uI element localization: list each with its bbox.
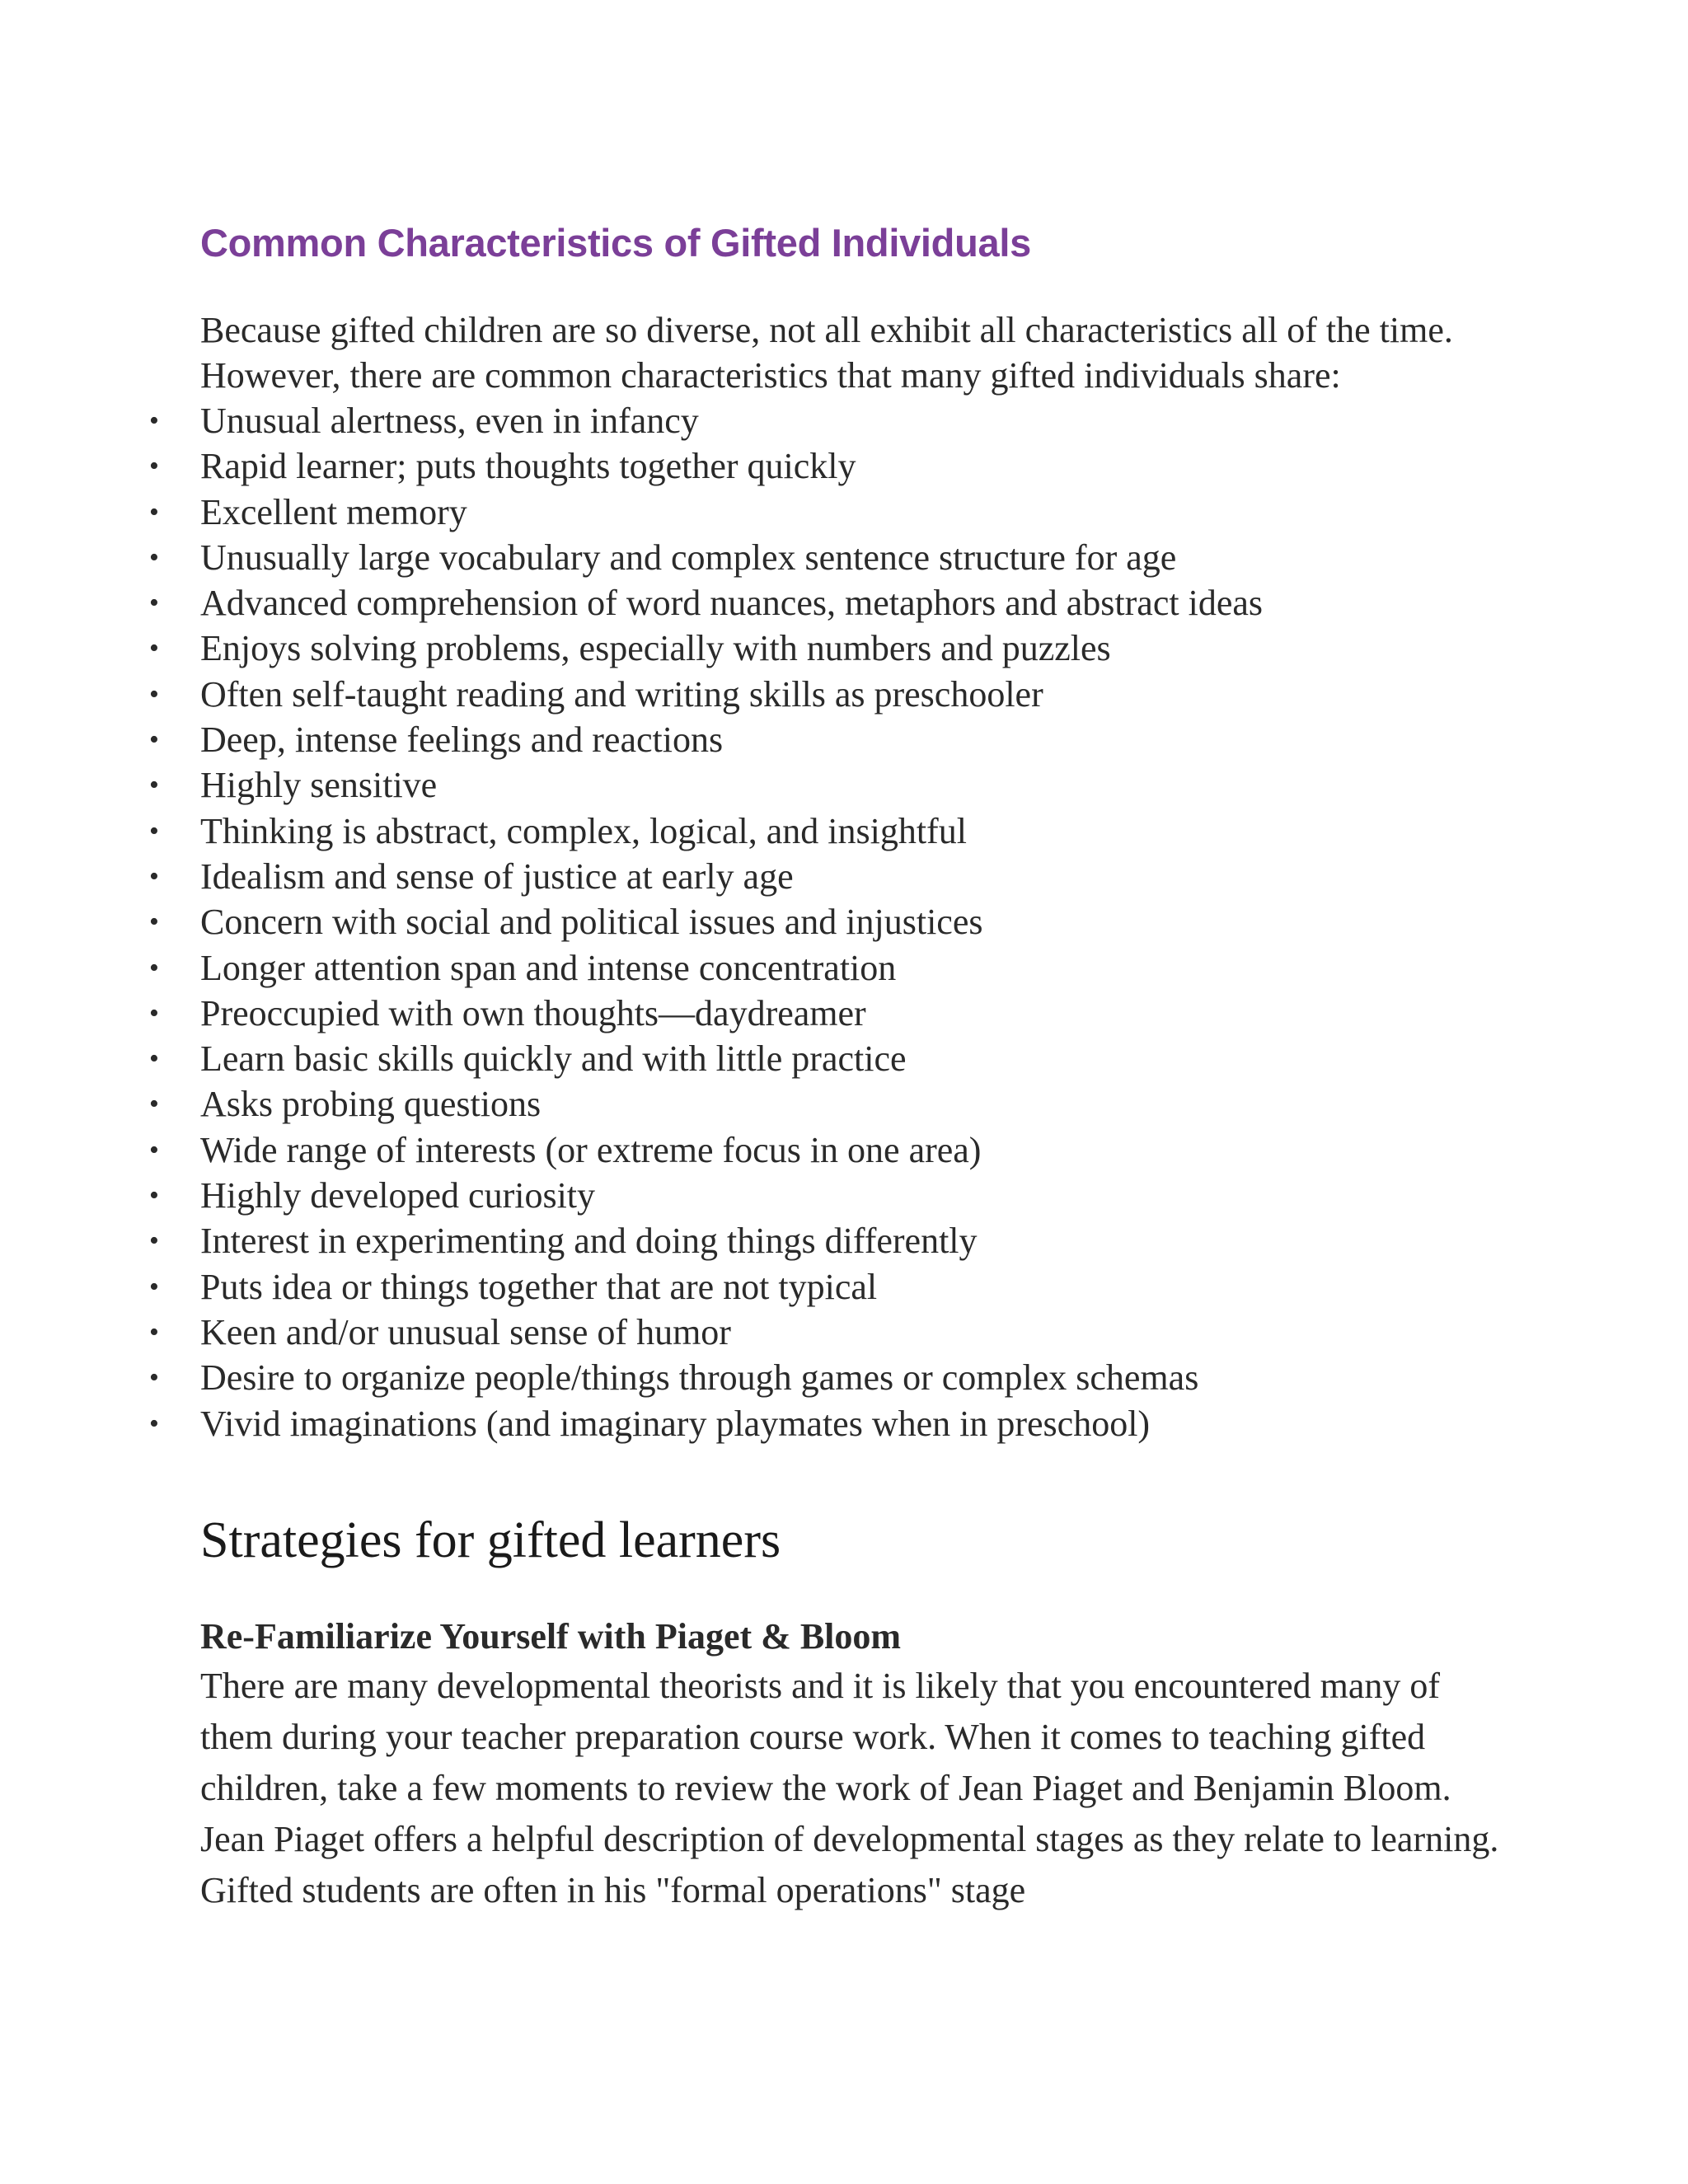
list-item: [149, 490, 1519, 535]
bullet-icon: •: [149, 1089, 159, 1120]
bullet-icon: •: [149, 1362, 159, 1394]
list-item: [149, 1401, 1519, 1446]
list-item-text: Unusual alertness, even in infancy: [200, 401, 699, 441]
list-item: [149, 717, 1519, 762]
bullet-icon: •: [149, 815, 159, 846]
list-item-text: Desire to organize people/things through games or complex schemas: [200, 1357, 1199, 1399]
characteristics-list: [149, 398, 1519, 1446]
bullet-icon: •: [149, 405, 159, 436]
bullet-icon: •: [149, 770, 159, 801]
list-item-text: Asks probing questions: [200, 1084, 542, 1125]
list-item-text: Idealism and sense of justice at early age: [200, 855, 794, 897]
list-item-text: Advanced comprehension of word nuances, metaphors and abstract ideas: [200, 583, 1263, 624]
list-item-text: Rapid learner; puts thoughts together quickly: [200, 446, 856, 487]
bullet-icon: •: [149, 1134, 159, 1165]
bullet-icon: •: [149, 541, 159, 573]
bullet-icon: •: [149, 1226, 159, 1257]
bullet-icon: •: [149, 907, 159, 938]
list-item: [149, 672, 1519, 717]
list-item-text: Keen and/or unusual sense of humor: [200, 1311, 731, 1352]
list-item-text: Preoccupied with own thoughts—daydreamer: [200, 992, 866, 1033]
bullet-icon: •: [149, 724, 159, 756]
bullet-icon: •: [149, 997, 159, 1029]
list-item: [149, 854, 1519, 899]
list-item: [149, 762, 1519, 808]
list-item-text: Highly sensitive: [200, 765, 438, 806]
list-item: [149, 1355, 1519, 1400]
bullet-icon: •: [149, 860, 159, 892]
list-item-text: Longer attention span and intense concentration: [200, 947, 897, 988]
list-item-text: Unusually large vocabulary and complex sentence structure for age: [200, 537, 1177, 578]
list-item-text: Excellent memory: [200, 491, 467, 532]
list-item-text: Wide range of interests (or extreme focus in one area): [200, 1129, 982, 1170]
bullet-icon: •: [149, 1408, 159, 1439]
list-item: [149, 1036, 1519, 1081]
bullet-icon: •: [149, 1271, 159, 1302]
list-item: [149, 443, 1519, 489]
list-item-text: Vivid imaginations (and imaginary playmates when in preschool): [200, 1403, 1151, 1444]
list-item-text: Often self-taught reading and writing skills as preschooler: [200, 673, 1043, 715]
section-subheading: Re-Familiarize Yourself with Piaget & Bloom: [200, 1616, 902, 1657]
list-item: [149, 1127, 1519, 1173]
section-paragraph: There are many developmental theorists and it is likely that you encountered many of them during your teacher preparation course work. When it comes to teaching gifted children, take a few moments to review the work of Jean Piaget and Benjamin Bloom. Jean Piaget offers a helpful description of developmental stages as they relate to learning. Gifted students are often in his "formal operations" stage: [200, 1666, 1499, 1911]
list-item: [149, 1310, 1519, 1355]
list-item: [149, 899, 1519, 944]
page-content: [149, 218, 1519, 1916]
bullet-icon: •: [149, 678, 159, 710]
bullet-icon: •: [149, 451, 159, 482]
bullet-icon: •: [149, 1316, 159, 1347]
list-item: [149, 1218, 1519, 1263]
list-item-text: Deep, intense feelings and reactions: [200, 719, 724, 761]
list-item-text: Concern with social and political issues and injustices: [200, 902, 983, 943]
bullet-icon: •: [149, 1180, 159, 1212]
bullet-icon: •: [149, 1043, 159, 1075]
list-item: [149, 1264, 1519, 1310]
list-item: [149, 580, 1519, 626]
section-heading: Strategies for gifted learners: [200, 1511, 781, 1568]
bullet-icon: •: [149, 588, 159, 619]
list-item-text: Highly developed curiosity: [200, 1175, 596, 1216]
list-item-text: Learn basic skills quickly and with little practice: [200, 1038, 907, 1080]
list-item-text: Interest in experimenting and doing things differently: [200, 1221, 978, 1262]
bullet-icon: •: [149, 496, 159, 527]
list-item: [149, 808, 1519, 854]
list-item-text: Enjoys solving problems, especially with numbers and puzzles: [200, 628, 1111, 669]
bullet-icon: •: [149, 633, 159, 664]
list-item: [149, 945, 1519, 991]
document-title: Common Characteristics of Gifted Individuals: [200, 221, 1031, 265]
list-item: [149, 535, 1519, 580]
list-item: [149, 626, 1519, 671]
list-item: [149, 991, 1519, 1036]
list-item: [149, 1081, 1519, 1127]
list-item-text: Thinking is abstract, complex, logical, and insightful: [200, 810, 967, 851]
list-item: [149, 398, 1519, 443]
list-item-text: Puts idea or things together that are not typical: [200, 1266, 878, 1307]
intro-paragraph: Because gifted children are so diverse, not all exhibit all characteristics all of the time. However, there are common characteristics that many gifted individuals share:: [200, 310, 1453, 396]
bullet-icon: •: [149, 952, 159, 983]
list-item: [149, 1173, 1519, 1218]
